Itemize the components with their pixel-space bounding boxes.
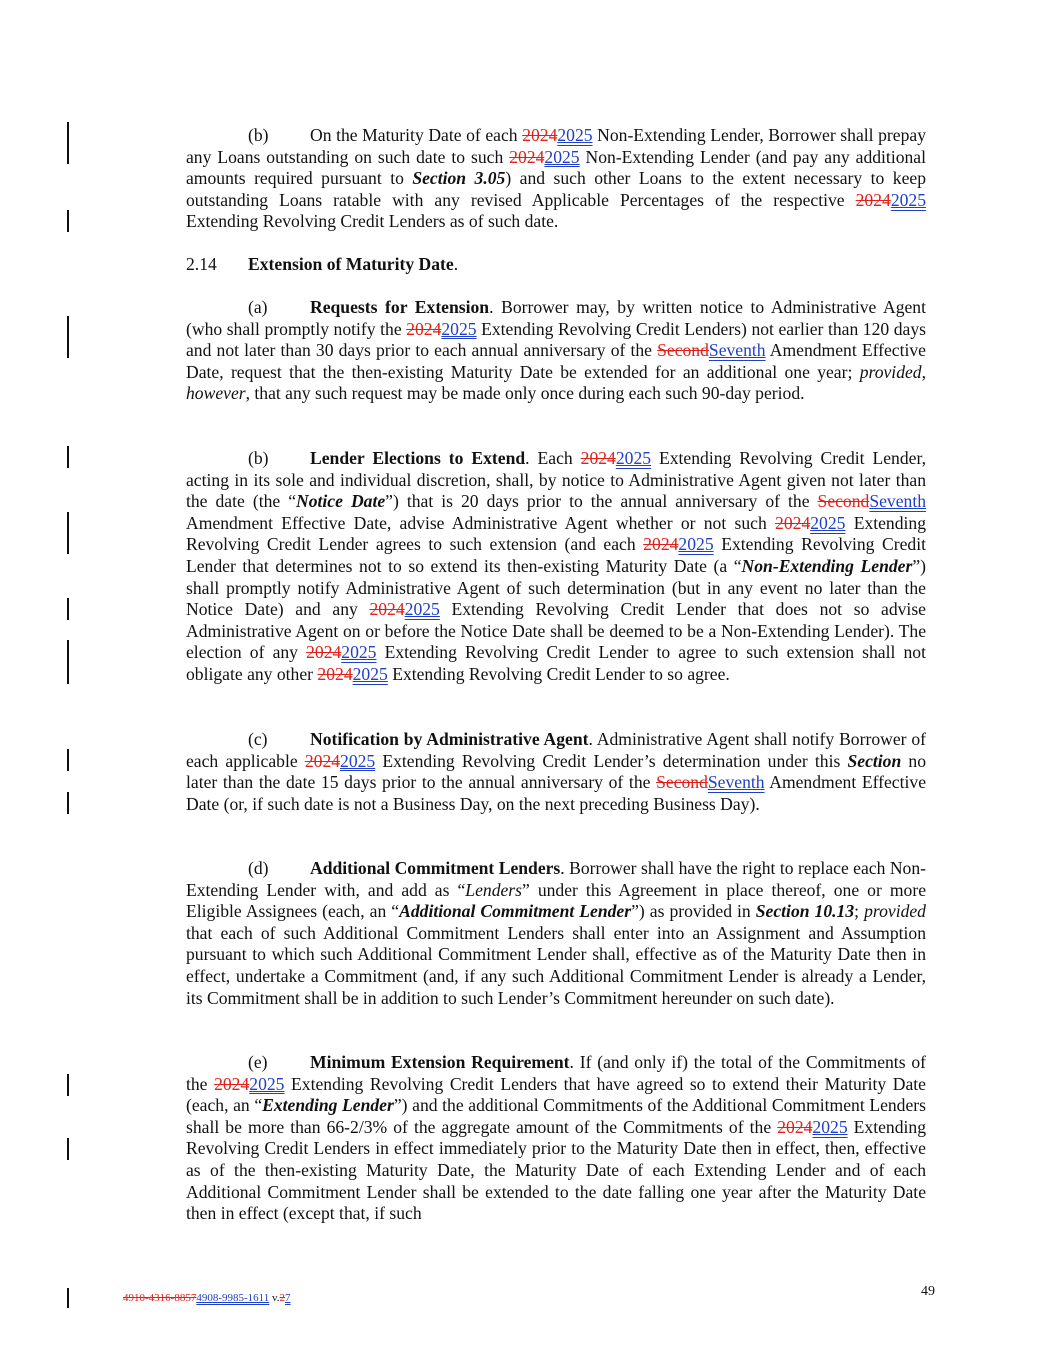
deleted-text: 2024 [777, 1116, 813, 1137]
defined-term: Notice Date [296, 491, 386, 512]
section-number: 2.14 [186, 254, 217, 274]
paragraph-label: (a) [248, 297, 268, 317]
change-bar [67, 792, 69, 814]
paragraph-title: Minimum Extension Requirement [310, 1052, 570, 1072]
section-heading: 2.14 Extension of Maturity Date. [186, 254, 459, 274]
inserted-text: 2025 [352, 663, 388, 684]
paragraph-notification: (c) Notification by Administrative Agent. Administrative Agent shall notify Borrower of each applicable 20242025 Extending Revolving Credit Lender’s determination under this Section no later than the date 15 days prior to the annual anniversary of the SecondSeventh Amendment Effective Date (or, if such date is not a Business Day, on the next preceding Business Day). [186, 729, 927, 814]
deleted-text: 2024 [214, 1073, 250, 1094]
paragraph-label: (d) [248, 858, 269, 878]
inserted-text: 2025 [544, 146, 580, 167]
change-bar [67, 598, 69, 620]
deleted-text: 2024 [855, 189, 891, 210]
inserted-text: 2025 [341, 642, 377, 663]
paragraph-lender-elections: (b) Lender Elections to Extend. Each 20242025 Extending Revolving Credit Lender, acting in its sole and individual discretion, shall, by notice to Administrative Agent given not later than the date (the “Notice Date”) that is 20 days prior to the annual anniversary of the SecondSeventh Amendment Effective Date, advise Administrative Agent whether or not such 20242025 Extending Revolving Credit Lender agrees to such extension (and each 20242025 Extending Revolving Credit Lender that determines not to so extend its then-existing Maturity Date (a “Non-Extending Lender”) shall promptly notify Administrative Agent of such determination (but in any event no later than the Notice Date) and any 20242025 Extending Revolving Credit Lender that does not so advise Administrative Agent on or before the Notice Date shall be deemed to be a Non-Extending Lender). The election of any 20242025 Extending Revolving Credit Lender to agree to such extension shall not obligate any other 20242025 Extending Revolving Credit Lender to so agree. [186, 448, 927, 684]
deleted-text: 2024 [306, 642, 342, 663]
paragraph-requests-for-extension: (a) Requests for Extension. Borrower may, by written notice to Administrative Agent (who shall promptly notify the 20242025 Extending Revolving Credit Lenders) not earlier than 120 days and not later than 30 days prior to each annual anniversary of the SecondSeventh Amendment Effective Date, request that the then-existing Maturity Date be extended for an additional one year; provided, however, that any such request may be made only once during each such 90-day period. [186, 297, 926, 404]
change-bar [67, 316, 69, 358]
change-bar [67, 1138, 69, 1160]
change-bar [67, 1074, 69, 1096]
paragraph-label: (c) [248, 729, 268, 749]
section-title: Extension of Maturity Date [248, 254, 454, 274]
deleted-text: 2024 [522, 125, 558, 145]
inserted-text: 2025 [615, 448, 652, 468]
section-reference: Section 3.05 [412, 168, 506, 189]
inserted-text: 2025 [557, 125, 593, 145]
inserted-text: Seventh [707, 772, 765, 793]
paragraph-prepayment: (b) On the Maturity Date of each 20242025 Non-Extending Lender, Borrower shall prepay any Loans outstanding on such date to such 20242025 Non-Extending Lender (and pay any additional amounts required pursuant to Section 3.05) and such other Loans to the extent necessary to keep outstanding Loans ratable with any revised Applicable Percentages of the respective 20242025 Extending Revolving Credit Lenders as of such date. [186, 125, 927, 232]
change-bar [67, 122, 69, 164]
paragraph-additional-commitment-lenders: (d) Additional Commitment Lenders. Borrower shall have the right to replace each Non-Extending Lender with, and add as “Lenders” under this Agreement in place thereof, one or more Eligible Assignees (each, an “Additional Commitment Lender”) as provided in Section 10.13; provided that each of such Additional Commitment Lenders shall enter into an Assignment and Assumption pursuant to which such Additional Commitment Lender shall, effective as of the Maturity Date then in effect, undertake a Commitment (and, if any such Additional Commitment Lender is already a Lender, its Commitment shall be in addition to such Lender’s Commitment hereunder on such date). [186, 858, 926, 1008]
paragraph-title: Lender Elections to Extend [310, 448, 526, 468]
deleted-text: 4910-4316-8857 [123, 1292, 197, 1304]
inserted-text: 2025 [890, 189, 926, 210]
change-bar [67, 210, 69, 232]
deleted-text: 2024 [317, 663, 353, 684]
inserted-text: Seventh [869, 491, 927, 512]
paragraph-minimum-extension: (e) Minimum Extension Requirement. If (and only if) the total of the Commitments of the 20242025 Extending Revolving Credit Lenders that have agreed so to extend their Maturity Date (each, an “Extending Lender”) and the additional Commitments of the Additional Commitment Lenders shall be more than 66-2/3% of the aggregate amount of the Commitments of the 20242025 Extending Revolving Credit Lenders in effect immediately prior to the Maturity Date then in effect, then, effective as of the then-existing Maturity Date, the Maturity Date of each Extending Lender and of each Additional Commitment Lender shall be extended to the date falling one year after the Maturity Date then in effect (except that, if such [186, 1052, 927, 1224]
section-reference: Section [847, 750, 902, 771]
change-bar [67, 1288, 69, 1308]
inserted-text: 2025 [441, 318, 477, 339]
deleted-text: 2024 [580, 448, 616, 468]
inserted-text: 2025 [404, 599, 440, 620]
deleted-text: 2024 [509, 146, 545, 167]
deleted-text: Second [657, 340, 709, 361]
paragraph-label: (b) [248, 125, 269, 145]
defined-term: Lenders [465, 879, 522, 900]
inserted-text: Seventh [708, 340, 766, 361]
inserted-text: 4908-9985-1611 [196, 1292, 270, 1304]
paragraph-label: (b) [248, 448, 269, 468]
paragraph-label: (e) [248, 1052, 268, 1072]
section-reference: Section 10.13 [755, 901, 855, 922]
inserted-text: 2025 [249, 1073, 285, 1094]
paragraph-title: Additional Commitment Lenders [310, 858, 561, 878]
change-bar [67, 749, 69, 771]
page-number: 49 [921, 1284, 935, 1299]
defined-term: Non-Extending Lender [741, 555, 913, 576]
inserted-text: 2025 [812, 1116, 848, 1137]
document-id: 4910-4316-88574908-9985-1611 v.27 [123, 1292, 291, 1304]
deleted-text: 2024 [369, 599, 405, 620]
change-bar [67, 446, 69, 468]
deleted-text: 2024 [775, 512, 811, 533]
paragraph-title: Notification by Administrative Agent [310, 729, 589, 749]
defined-term: Additional Commitment Lender [399, 901, 632, 922]
inserted-text: 2025 [810, 512, 846, 533]
paragraph-title: Requests for Extension [310, 297, 490, 317]
inserted-text: 2025 [678, 534, 714, 555]
deleted-text: Second [656, 772, 708, 793]
deleted-text: 2024 [643, 534, 679, 555]
change-bar [67, 640, 69, 684]
deleted-text: 2024 [304, 750, 341, 771]
inserted-text: 7 [285, 1292, 291, 1304]
defined-term: Extending Lender [262, 1095, 394, 1116]
change-bar [67, 512, 69, 554]
deleted-text: 2024 [406, 318, 442, 339]
proviso: provided, however [186, 361, 926, 404]
inserted-text: 2025 [340, 750, 376, 771]
proviso: provided [864, 901, 926, 922]
deleted-text: Second [817, 491, 870, 512]
deleted-text: 2 [279, 1292, 286, 1304]
